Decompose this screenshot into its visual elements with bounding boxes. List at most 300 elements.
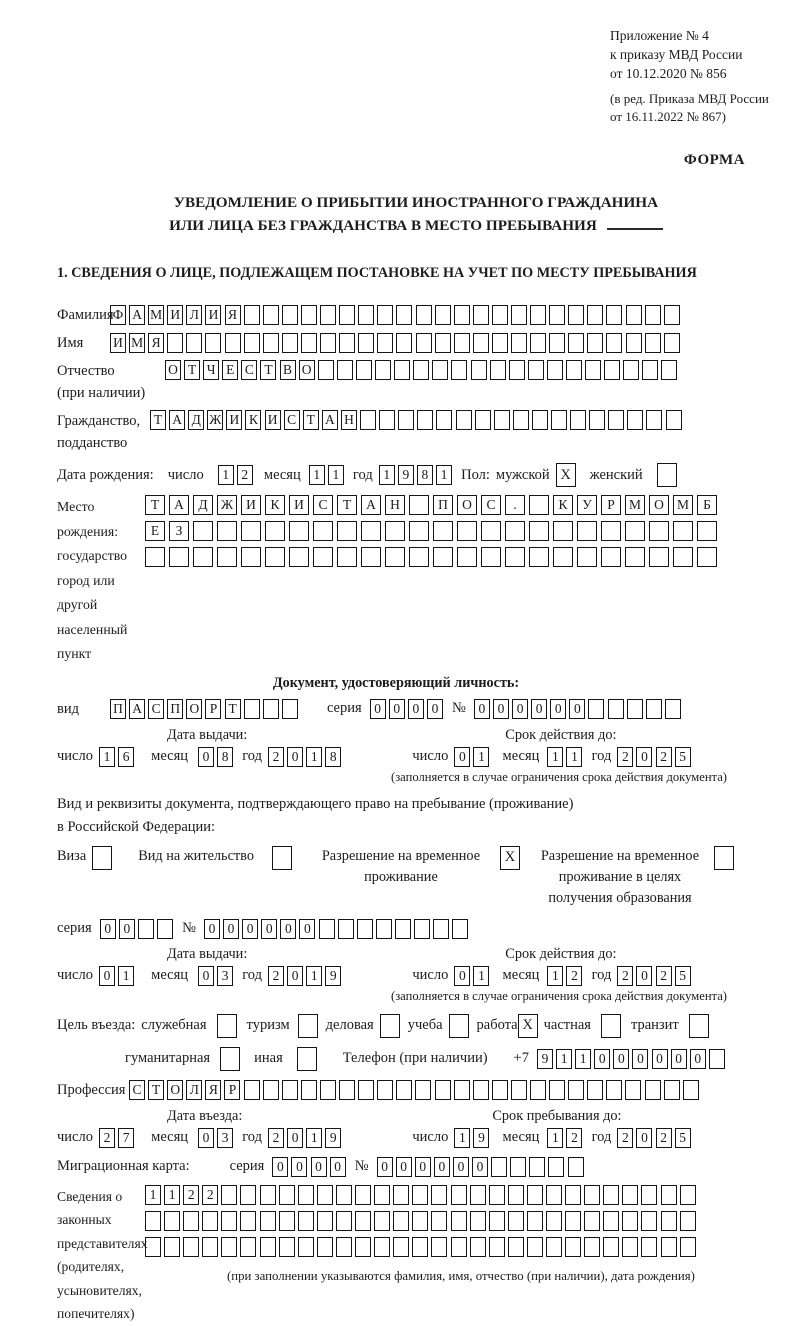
char-cell[interactable]: 8 [417,465,433,485]
char-cell[interactable] [298,1237,314,1257]
char-cell[interactable]: 0 [690,1049,706,1069]
char-cell[interactable] [451,1185,467,1205]
char-cell[interactable] [603,1185,619,1205]
sex-male-checkbox[interactable]: X [556,463,576,487]
char-cell[interactable] [489,1237,505,1257]
char-cell[interactable] [456,410,472,430]
purpose-study-checkbox[interactable] [449,1014,469,1038]
char-cell[interactable] [454,1080,470,1100]
char-cell[interactable]: Т [150,410,166,430]
char-cell[interactable] [416,305,432,325]
char-cell[interactable]: Е [145,521,165,541]
char-cell[interactable] [565,1211,581,1231]
sex-female-checkbox[interactable] [657,463,677,487]
char-cell[interactable]: 0 [272,1157,288,1177]
char-cell[interactable] [626,305,642,325]
char-cell[interactable] [263,305,279,325]
char-cell[interactable] [666,410,682,430]
char-cell[interactable]: . [505,495,525,515]
char-cell[interactable]: 0 [287,966,303,986]
char-cell[interactable]: 0 [636,1128,652,1148]
char-cell[interactable] [568,305,584,325]
char-cell[interactable] [358,305,374,325]
char-cell[interactable]: 1 [556,1049,572,1069]
char-cell[interactable]: 0 [453,1157,469,1177]
purpose-transit-checkbox[interactable] [689,1014,709,1038]
char-cell[interactable] [398,410,414,430]
char-cell[interactable] [260,1211,276,1231]
char-cell[interactable] [587,1080,603,1100]
char-cell[interactable] [374,1237,390,1257]
char-cell[interactable] [339,305,355,325]
char-cell[interactable] [202,1211,218,1231]
char-cell[interactable] [665,699,681,719]
char-cell[interactable] [457,547,477,567]
char-cell[interactable] [508,1237,524,1257]
char-cell[interactable] [530,333,546,353]
char-cell[interactable] [546,1185,562,1205]
char-cell[interactable] [505,521,525,541]
char-cell[interactable]: 0 [299,919,315,939]
char-cell[interactable]: 0 [594,1049,610,1069]
char-cell[interactable] [680,1237,696,1257]
char-cell[interactable] [473,333,489,353]
char-cell[interactable]: С [284,410,300,430]
char-cell[interactable] [337,521,357,541]
char-cell[interactable] [494,410,510,430]
char-cell[interactable] [604,360,620,380]
char-cell[interactable] [320,333,336,353]
char-cell[interactable] [584,1237,600,1257]
char-cell[interactable]: 2 [617,747,633,767]
char-cell[interactable] [508,1185,524,1205]
purpose-tourism-checkbox[interactable] [298,1014,318,1038]
char-cell[interactable] [608,410,624,430]
char-cell[interactable]: 0 [99,966,115,986]
char-cell[interactable] [664,333,680,353]
char-cell[interactable]: С [129,1080,145,1100]
char-cell[interactable] [240,1185,256,1205]
char-cell[interactable] [409,547,429,567]
char-cell[interactable]: 0 [198,966,214,986]
char-cell[interactable] [529,547,549,567]
char-cell[interactable]: О [167,1080,183,1100]
char-cell[interactable] [241,521,261,541]
char-cell[interactable]: 2 [237,465,253,485]
char-cell[interactable]: 0 [550,699,566,719]
char-cell[interactable] [641,1185,657,1205]
char-cell[interactable]: 0 [377,1157,393,1177]
char-cell[interactable]: Я [148,333,164,353]
char-cell[interactable] [529,1157,545,1177]
char-cell[interactable]: 2 [656,966,672,986]
char-cell[interactable] [339,1080,355,1100]
char-cell[interactable] [225,333,241,353]
char-cell[interactable]: М [673,495,693,515]
char-cell[interactable] [606,1080,622,1100]
char-cell[interactable] [318,360,334,380]
char-cell[interactable] [193,521,213,541]
char-cell[interactable] [431,1211,447,1231]
char-cell[interactable] [589,410,605,430]
char-cell[interactable]: 1 [473,747,489,767]
char-cell[interactable]: 2 [617,966,633,986]
char-cell[interactable] [491,1157,507,1177]
char-cell[interactable]: 7 [118,1128,134,1148]
option-temp-residence-checkbox[interactable]: X [500,846,520,870]
char-cell[interactable] [379,410,395,430]
char-cell[interactable] [279,1237,295,1257]
char-cell[interactable]: 0 [493,699,509,719]
char-cell[interactable] [625,1080,641,1100]
char-cell[interactable]: 9 [398,465,414,485]
char-cell[interactable] [183,1211,199,1231]
purpose-business-checkbox[interactable] [380,1014,400,1038]
char-cell[interactable]: 0 [613,1049,629,1069]
char-cell[interactable] [553,521,573,541]
char-cell[interactable]: Р [205,699,221,719]
char-cell[interactable] [339,333,355,353]
char-cell[interactable] [435,333,451,353]
char-cell[interactable] [361,547,381,567]
char-cell[interactable] [260,1185,276,1205]
char-cell[interactable] [385,547,405,567]
char-cell[interactable] [584,1185,600,1205]
char-cell[interactable]: 6 [118,747,134,767]
char-cell[interactable]: 1 [436,465,452,485]
char-cell[interactable] [451,1237,467,1257]
char-cell[interactable] [661,1185,677,1205]
char-cell[interactable]: 0 [434,1157,450,1177]
char-cell[interactable]: 0 [408,699,424,719]
char-cell[interactable]: К [245,410,261,430]
char-cell[interactable] [645,1080,661,1100]
char-cell[interactable] [260,1237,276,1257]
char-cell[interactable]: 0 [119,919,135,939]
char-cell[interactable] [393,1211,409,1231]
char-cell[interactable] [481,521,501,541]
char-cell[interactable] [313,547,333,567]
char-cell[interactable]: С [241,360,257,380]
char-cell[interactable] [145,1237,161,1257]
char-cell[interactable] [565,1185,581,1205]
char-cell[interactable]: Т [145,495,165,515]
char-cell[interactable]: 0 [569,699,585,719]
char-cell[interactable] [338,919,354,939]
char-cell[interactable] [375,360,391,380]
char-cell[interactable] [433,547,453,567]
char-cell[interactable] [221,1211,237,1231]
char-cell[interactable]: 0 [389,699,405,719]
char-cell[interactable] [626,333,642,353]
char-cell[interactable] [452,919,468,939]
char-cell[interactable] [193,547,213,567]
char-cell[interactable] [603,1237,619,1257]
char-cell[interactable]: Я [225,305,241,325]
char-cell[interactable] [282,305,298,325]
char-cell[interactable] [622,1185,638,1205]
char-cell[interactable] [473,305,489,325]
char-cell[interactable] [527,1185,543,1205]
char-cell[interactable] [263,333,279,353]
char-cell[interactable]: Т [260,360,276,380]
char-cell[interactable]: А [361,495,381,515]
char-cell[interactable]: 0 [204,919,220,939]
char-cell[interactable] [282,1080,298,1100]
char-cell[interactable] [673,547,693,567]
char-cell[interactable] [664,305,680,325]
char-cell[interactable]: 2 [656,747,672,767]
char-cell[interactable] [431,1185,447,1205]
char-cell[interactable] [317,1237,333,1257]
char-cell[interactable] [301,305,317,325]
char-cell[interactable]: 0 [287,747,303,767]
char-cell[interactable]: 1 [306,966,322,986]
char-cell[interactable]: Е [222,360,238,380]
char-cell[interactable]: М [148,305,164,325]
char-cell[interactable]: И [241,495,261,515]
char-cell[interactable] [157,919,173,939]
char-cell[interactable] [549,1080,565,1100]
char-cell[interactable]: К [553,495,573,515]
char-cell[interactable] [470,1185,486,1205]
char-cell[interactable]: 0 [198,1128,214,1148]
char-cell[interactable] [509,360,525,380]
char-cell[interactable] [241,547,261,567]
char-cell[interactable] [377,1080,393,1100]
char-cell[interactable] [320,1080,336,1100]
char-cell[interactable]: 1 [218,465,234,485]
char-cell[interactable]: Д [193,495,213,515]
char-cell[interactable] [217,521,237,541]
purpose-work-checkbox[interactable]: X [518,1014,538,1038]
char-cell[interactable] [661,1237,677,1257]
char-cell[interactable] [361,521,381,541]
char-cell[interactable] [546,1211,562,1231]
char-cell[interactable]: 0 [531,699,547,719]
char-cell[interactable]: 2 [99,1128,115,1148]
char-cell[interactable] [355,1185,371,1205]
char-cell[interactable]: П [110,699,126,719]
char-cell[interactable] [317,1185,333,1205]
char-cell[interactable] [565,1237,581,1257]
char-cell[interactable]: Ф [110,305,126,325]
char-cell[interactable] [336,1185,352,1205]
char-cell[interactable] [622,1211,638,1231]
char-cell[interactable]: 0 [370,699,386,719]
char-cell[interactable] [697,521,717,541]
char-cell[interactable] [393,1185,409,1205]
char-cell[interactable]: С [313,495,333,515]
char-cell[interactable]: 0 [632,1049,648,1069]
char-cell[interactable] [547,360,563,380]
char-cell[interactable] [319,919,335,939]
char-cell[interactable]: О [186,699,202,719]
char-cell[interactable]: 8 [325,747,341,767]
char-cell[interactable] [606,305,622,325]
char-cell[interactable] [470,1211,486,1231]
char-cell[interactable]: 0 [396,1157,412,1177]
char-cell[interactable] [489,1185,505,1205]
char-cell[interactable]: 0 [472,1157,488,1177]
char-cell[interactable] [451,1211,467,1231]
char-cell[interactable] [183,1237,199,1257]
char-cell[interactable] [475,410,491,430]
char-cell[interactable] [436,410,452,430]
char-cell[interactable] [435,305,451,325]
char-cell[interactable] [548,1157,564,1177]
char-cell[interactable]: 5 [675,966,691,986]
char-cell[interactable]: Л [186,1080,202,1100]
char-cell[interactable] [645,333,661,353]
char-cell[interactable] [167,333,183,353]
char-cell[interactable]: 9 [537,1049,553,1069]
char-cell[interactable] [508,1211,524,1231]
char-cell[interactable] [627,410,643,430]
char-cell[interactable]: 0 [311,1157,327,1177]
char-cell[interactable] [568,333,584,353]
char-cell[interactable] [374,1185,390,1205]
char-cell[interactable]: 0 [652,1049,668,1069]
char-cell[interactable] [646,410,662,430]
char-cell[interactable]: 9 [325,1128,341,1148]
char-cell[interactable] [551,410,567,430]
char-cell[interactable] [623,360,639,380]
char-cell[interactable] [513,410,529,430]
char-cell[interactable] [317,1211,333,1231]
char-cell[interactable] [298,1211,314,1231]
char-cell[interactable]: И [289,495,309,515]
char-cell[interactable] [377,305,393,325]
char-cell[interactable] [451,360,467,380]
char-cell[interactable] [138,919,154,939]
char-cell[interactable] [244,305,260,325]
char-cell[interactable] [395,919,411,939]
char-cell[interactable] [481,547,501,567]
char-cell[interactable] [263,1080,279,1100]
char-cell[interactable]: 3 [217,966,233,986]
char-cell[interactable]: С [148,699,164,719]
char-cell[interactable] [588,699,604,719]
char-cell[interactable]: 1 [306,1128,322,1148]
char-cell[interactable] [511,305,527,325]
char-cell[interactable] [221,1237,237,1257]
char-cell[interactable] [358,1080,374,1100]
char-cell[interactable] [205,333,221,353]
char-cell[interactable]: 2 [202,1185,218,1205]
char-cell[interactable]: П [167,699,183,719]
char-cell[interactable] [313,521,333,541]
char-cell[interactable] [527,1211,543,1231]
char-cell[interactable] [709,1049,725,1069]
char-cell[interactable]: 0 [100,919,116,939]
char-cell[interactable] [396,1080,412,1100]
char-cell[interactable] [374,1211,390,1231]
char-cell[interactable]: 1 [306,747,322,767]
char-cell[interactable] [530,1080,546,1100]
char-cell[interactable] [385,521,405,541]
char-cell[interactable]: 5 [675,747,691,767]
char-cell[interactable] [356,360,372,380]
char-cell[interactable] [301,1080,317,1100]
char-cell[interactable] [471,360,487,380]
char-cell[interactable]: 0 [671,1049,687,1069]
char-cell[interactable] [641,1237,657,1257]
char-cell[interactable] [244,333,260,353]
char-cell[interactable]: 9 [325,966,341,986]
char-cell[interactable] [431,1237,447,1257]
char-cell[interactable] [532,410,548,430]
char-cell[interactable] [511,333,527,353]
char-cell[interactable]: 0 [427,699,443,719]
char-cell[interactable]: 0 [287,1128,303,1148]
char-cell[interactable] [337,360,353,380]
char-cell[interactable] [435,1080,451,1100]
char-cell[interactable]: Т [148,1080,164,1100]
char-cell[interactable]: 1 [145,1185,161,1205]
char-cell[interactable] [530,305,546,325]
char-cell[interactable] [601,521,621,541]
char-cell[interactable] [625,521,645,541]
char-cell[interactable]: 0 [261,919,277,939]
char-cell[interactable] [416,333,432,353]
char-cell[interactable] [587,333,603,353]
char-cell[interactable] [414,919,430,939]
char-cell[interactable] [470,1237,486,1257]
char-cell[interactable]: 0 [636,966,652,986]
char-cell[interactable] [186,333,202,353]
char-cell[interactable] [164,1211,180,1231]
char-cell[interactable]: 2 [656,1128,672,1148]
char-cell[interactable] [320,305,336,325]
char-cell[interactable]: И [110,333,126,353]
char-cell[interactable] [646,699,662,719]
char-cell[interactable] [661,360,677,380]
char-cell[interactable] [529,521,549,541]
char-cell[interactable]: 2 [268,1128,284,1148]
purpose-official-checkbox[interactable] [217,1014,237,1038]
char-cell[interactable]: А [129,305,145,325]
char-cell[interactable] [393,1237,409,1257]
char-cell[interactable]: 0 [454,966,470,986]
char-cell[interactable]: В [280,360,296,380]
char-cell[interactable] [265,547,285,567]
char-cell[interactable]: 1 [379,465,395,485]
char-cell[interactable]: 0 [474,699,490,719]
char-cell[interactable]: Т [337,495,357,515]
char-cell[interactable] [298,1185,314,1205]
char-cell[interactable]: 1 [454,1128,470,1148]
char-cell[interactable] [412,1237,428,1257]
char-cell[interactable] [355,1211,371,1231]
char-cell[interactable] [457,521,477,541]
char-cell[interactable]: 1 [164,1185,180,1205]
char-cell[interactable] [601,547,621,567]
char-cell[interactable] [608,699,624,719]
char-cell[interactable] [568,1080,584,1100]
char-cell[interactable] [473,1080,489,1100]
char-cell[interactable] [409,495,429,515]
char-cell[interactable]: К [265,495,285,515]
char-cell[interactable]: 2 [268,966,284,986]
char-cell[interactable]: 0 [636,747,652,767]
char-cell[interactable]: З [169,521,189,541]
char-cell[interactable]: А [169,410,185,430]
char-cell[interactable] [164,1237,180,1257]
option-residence-permit-checkbox[interactable] [272,846,292,870]
char-cell[interactable]: 1 [473,966,489,986]
char-cell[interactable]: 1 [118,966,134,986]
